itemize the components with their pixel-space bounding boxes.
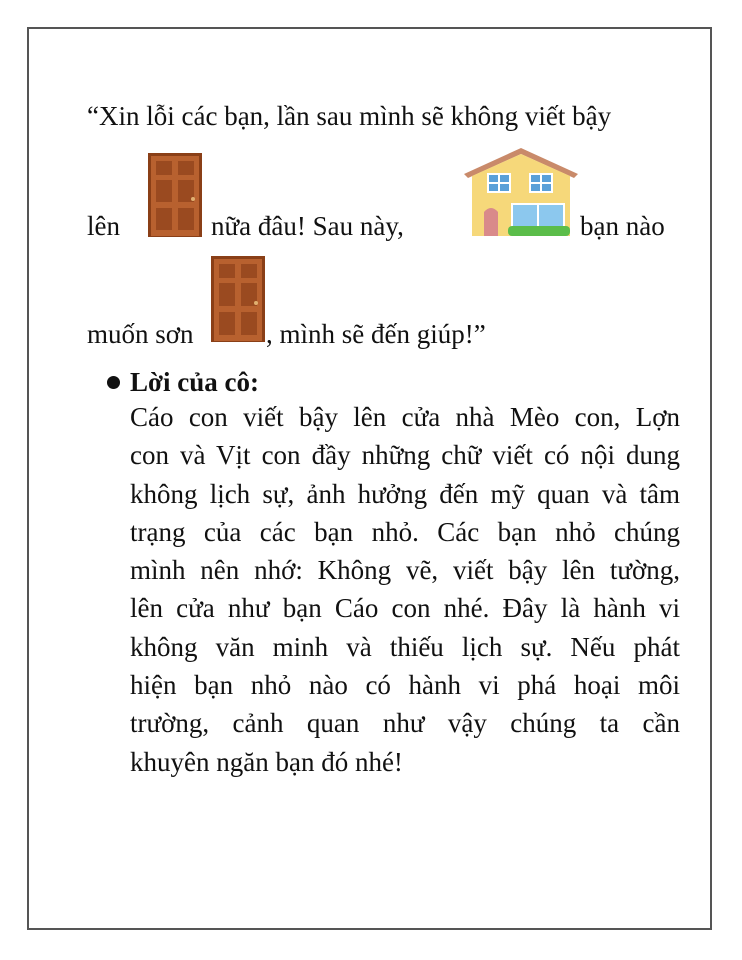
house-icon	[462, 146, 580, 238]
teacher-heading: Lời của cô:	[130, 367, 259, 397]
paragraph-line: Cáo con viết bậy lên cửa nhà Mèo con, Lợn	[130, 402, 680, 432]
paragraph-line: không văn minh và thiếu lịch sự. Nếu phát	[130, 631, 680, 662]
paragraph-line: không lịch sự, ảnh hưởng đến mỹ quan và tâm	[130, 478, 680, 509]
story-line-2-middle: nữa đâu! Sau này,	[211, 211, 404, 241]
story-line-3-end: , mình sẽ đến giúp!”	[266, 319, 486, 349]
door-icon	[211, 256, 265, 342]
paragraph-line: con và Vịt con đầy những chữ viết có nội dung	[130, 440, 680, 471]
bullet-dot	[107, 376, 120, 389]
paragraph-line: hiện bạn nhỏ nào có hành vi phá hoại môi	[130, 670, 680, 701]
story-line-2-start: lên	[87, 211, 120, 241]
teacher-paragraph	[130, 398, 680, 781]
story-line-3-start: muốn sơn	[87, 319, 194, 349]
door-icon	[148, 153, 202, 237]
paragraph-line: mình nên nhớ: Không vẽ, viết bậy lên tường,	[130, 555, 680, 586]
paragraph-line: lên cửa như bạn Cáo con nhé. Đây là hành vi	[130, 593, 680, 624]
paragraph-line: trường, cảnh quan như vậy chúng ta cần	[130, 708, 680, 739]
paragraph-line: khuyên ngăn bạn đó nhé!	[130, 746, 403, 777]
paragraph-line: trạng của các bạn nhỏ. Các bạn nhỏ chúng	[130, 516, 680, 547]
story-line-2-end: bạn nào	[580, 211, 665, 241]
story-line-1: “Xin lỗi các bạn, lần sau mình sẽ không viết bậy	[87, 101, 612, 131]
